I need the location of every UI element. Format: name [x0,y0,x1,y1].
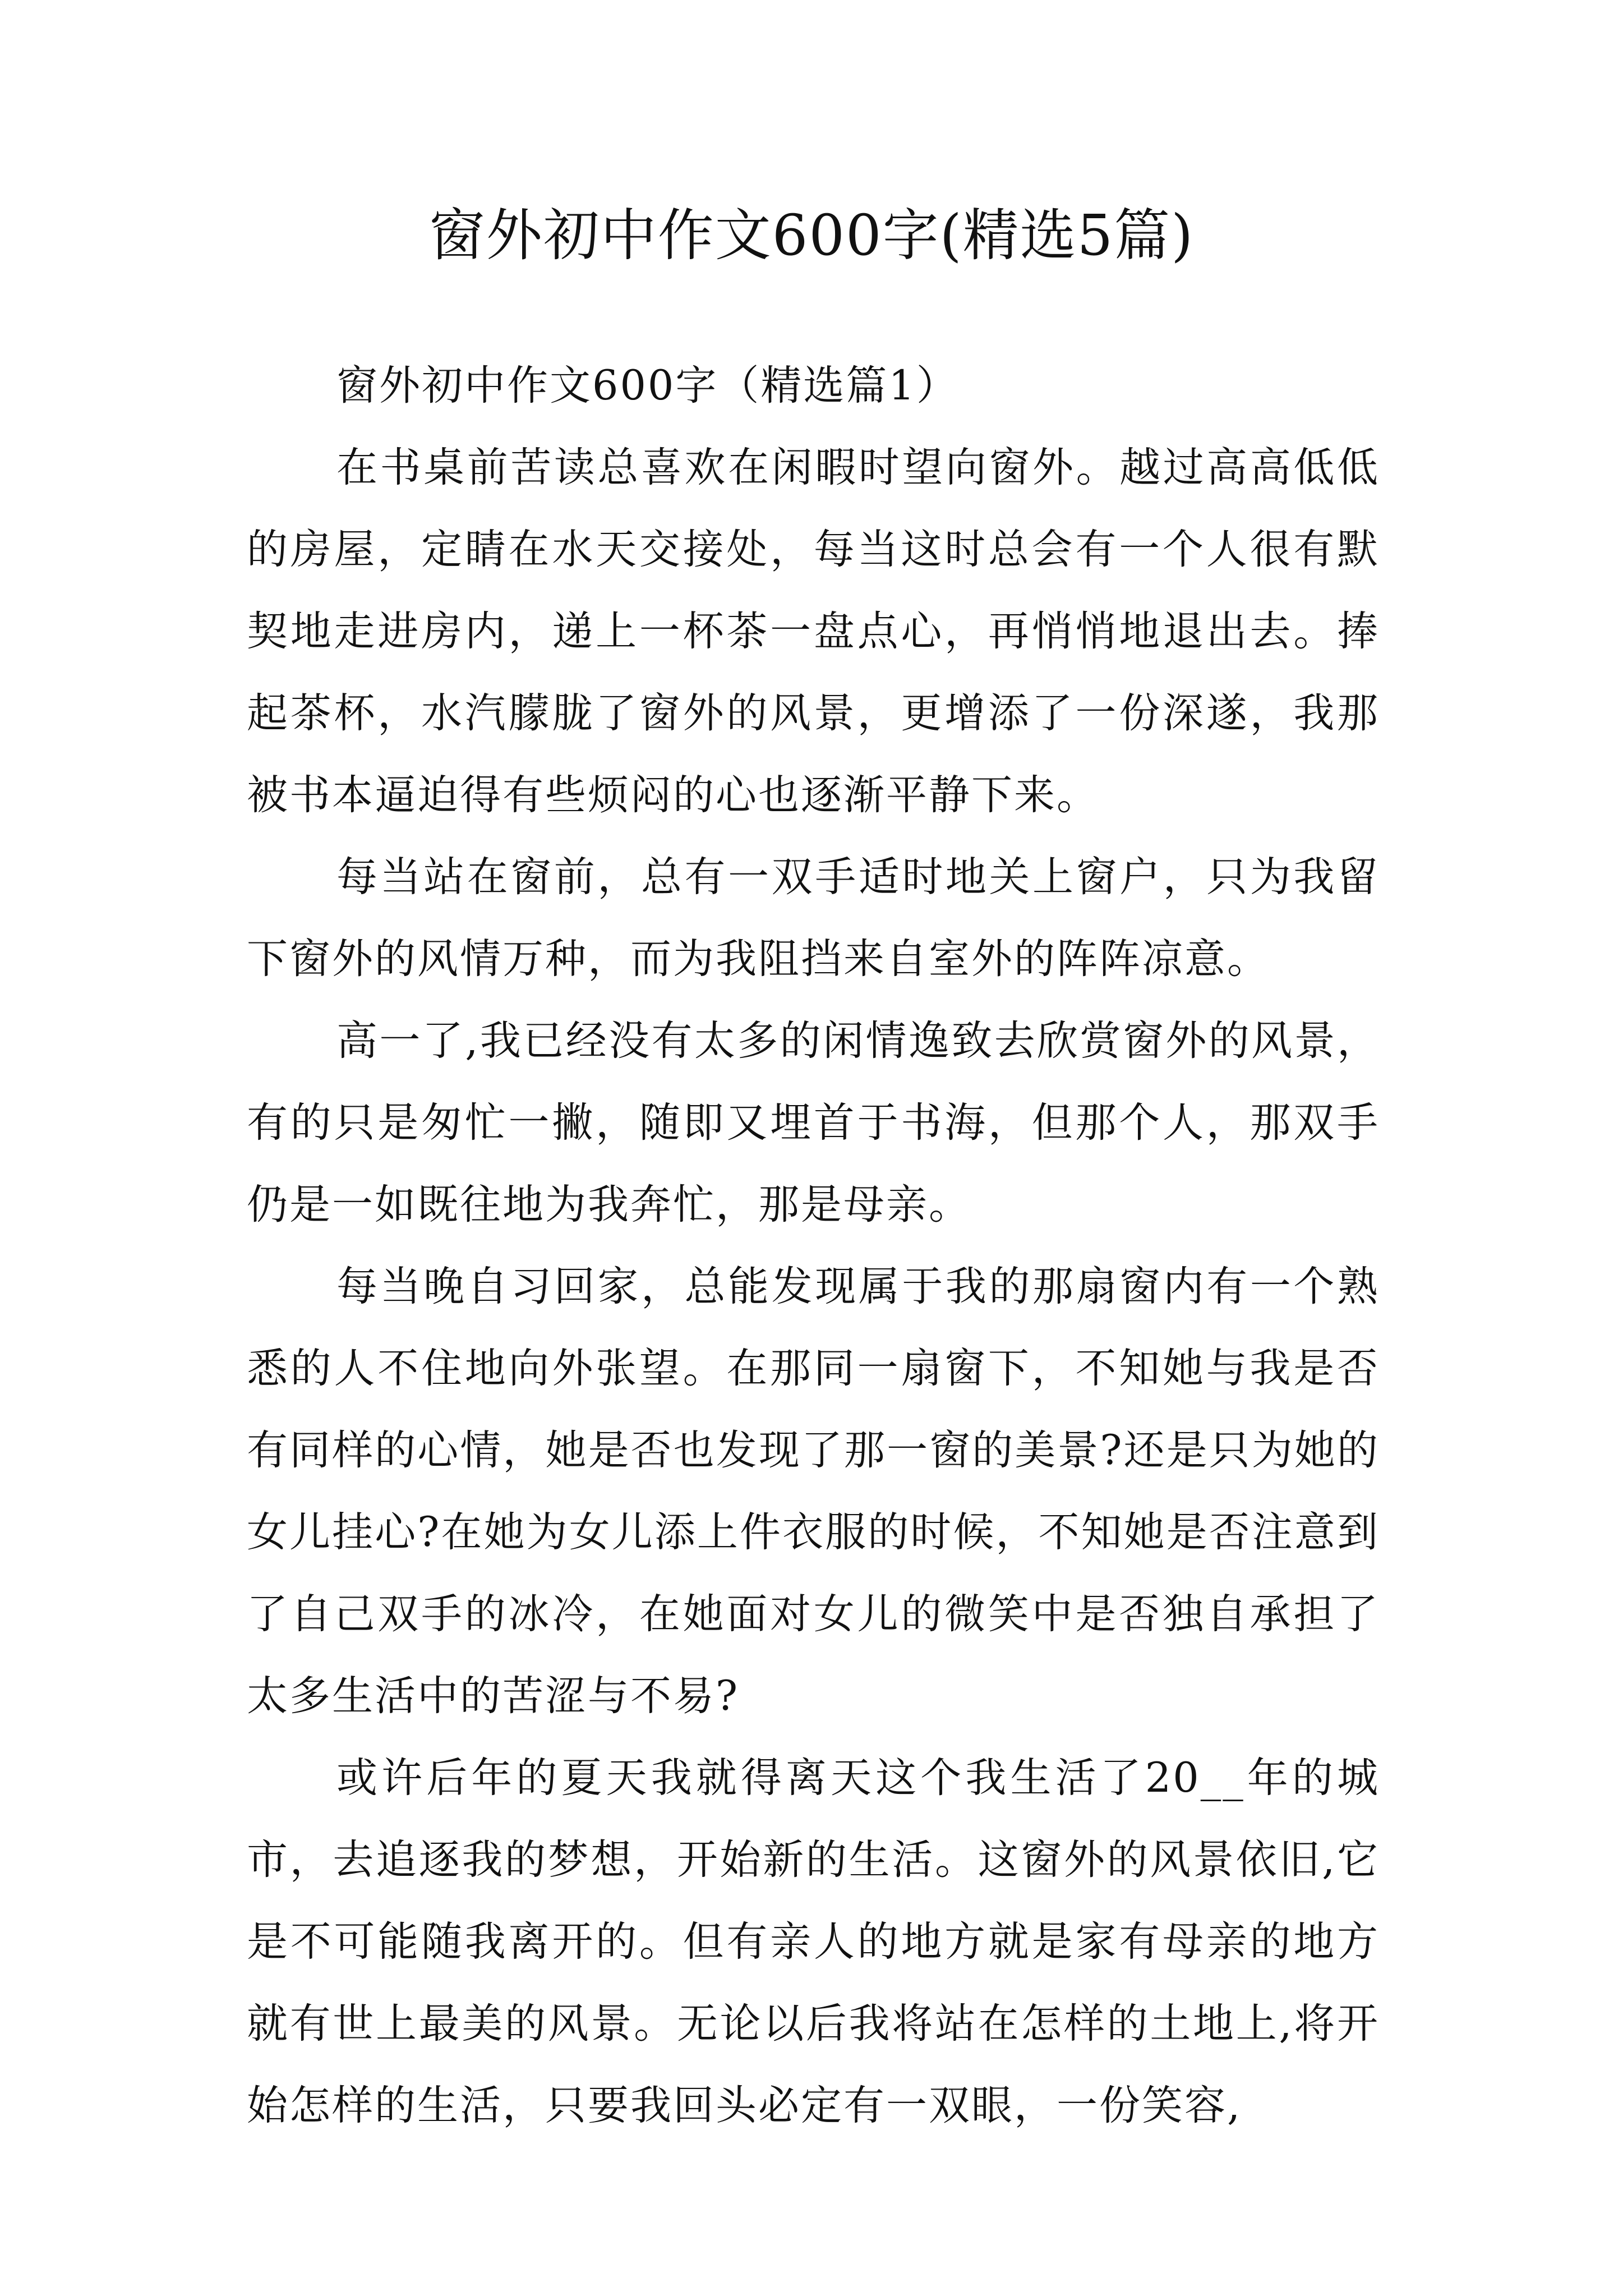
paragraph: 每当站在窗前，总有一双手适时地关上窗户，只为我留下窗外的风情万种，而为我阻挡来自室外的阵阵凉意。 [247,853,1380,983]
paragraph: 或许后年的夏天我就得离天这个我生活了20__年的城市，去追逐我的梦想，开始新的生活。这窗外的风景依旧,它是不可能随我离开的。但有亲人的地方就是家有母亲的地方就有世上最美的风景。无论以后我将站在怎样的土地上,将开始怎样的生活，只要我回头必定有一双眼，一份笑容, [247,1754,1380,2129]
document-title: 窗外初中作文600字(精选5篇) [428,203,1195,268]
section-subtitle: 窗外初中作文600字（精选篇1） [336,362,959,409]
paragraph: 高一了,我已经没有太多的闲情逸致去欣赏窗外的风景，有的只是匆忙一撇，随即又埋首于书海，但那个人，那双手仍是一如既往地为我奔忙，那是母亲。 [247,1017,1380,1228]
paragraph: 在书桌前苦读总喜欢在闲暇时望向窗外。越过高高低低的房屋，定睛在水天交接处，每当这时总会有一个人很有默契地走进房内，递上一杯茶一盘点心，再悄悄地退出去。捧起茶杯，水汽朦胧了窗外的风景，更增添了一份深遂，我那被书本逼迫得有些烦闷的心也逐渐平静下来。 [247,444,1380,819]
document-body [247,345,1380,2147]
paragraph: 每当晚自习回家，总能发现属于我的那扇窗内有一个熟悉的人不住地向外张望。在那同一扇窗下，不知她与我是否有同样的心情，她是否也发现了那一窗的美景?还是只为她的女儿挂心?在她为女儿添上件衣服的时候，不知她是否注意到了自己双手的冰冷，在她面对女儿的微笑中是否独自承担了太多生活中的苦涩与不易? [247,1263,1380,1720]
